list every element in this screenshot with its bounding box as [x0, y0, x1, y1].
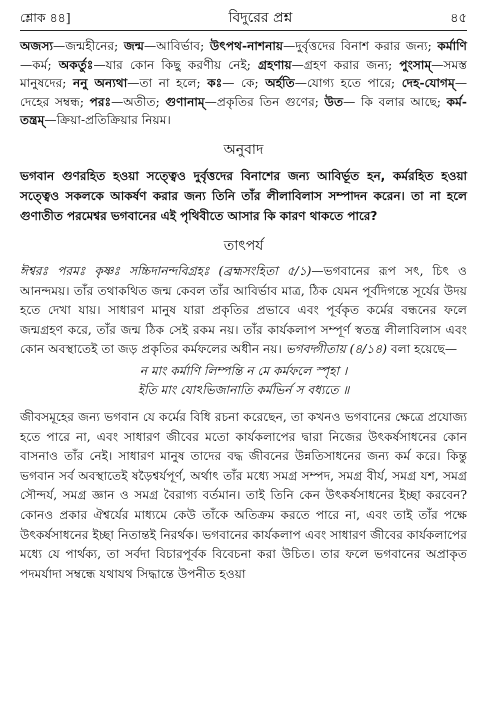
synonym-word: গ্রহণায় — [258, 57, 292, 72]
translation-heading: অনুবাদ — [223, 141, 264, 158]
verse-line: ইতি মাং যোঽভিজানাতি কর্মভির্ন স বধ্যতে ॥ — [137, 382, 350, 397]
synonym-word: পরঃ — [89, 94, 112, 109]
synonym-word: অজস্য — [20, 39, 54, 53]
synonym-meaning: —তা না হলে; — [127, 76, 208, 91]
verse-line: ন মাং কর্মাণি লিম্পন্তি ন মে কর্মফলে স্পৃহা । — [139, 363, 348, 378]
synonym-word: অর্হতি — [265, 76, 295, 91]
synonym-meaning: —ক্রিয়া-প্রতিক্রিয়ার নিয়ম। — [44, 113, 171, 128]
synonym-meaning: —অতীত; — [111, 94, 166, 109]
scripture-quote: ঈশ্বরঃ পরমঃ কৃষ্ণঃ সচ্চিদানন্দবিগ্রহঃ (ব্রহ্মসংহিতা ৫/১) — [20, 263, 312, 278]
synonym-word: অকর্তুঃ — [58, 57, 94, 72]
page-number: ৪৫ — [450, 11, 467, 26]
purport-paragraph-2: জীবসমূহের জন্য ভগবান যে কর্মের বিধি রচনা করেছেন, তা কখনও ভগবানের ক্ষেত্রে প্রযোজ্য হতে পারে না, এবং সাধারণ জীবের মতো কার্যকলাপের দ্বারা নিজের উৎকর্ষসাধনের কোন বাসনাও তাঁর নেই। সাধারণ মানুষ তাদের বদ্ধ জীবনের উন্নতিসাধনের জন্য কর্ম করে। কিন্তু ভগবান সর্ব অবস্থাতেই ষড়ৈশ্বর্যপূর্ণ, অর্থাৎ তাঁর মধ্যে সমগ্র সম্পদ, সমগ্র বীর্য, সমগ্র যশ, সমগ্র সৌন্দর্য, সমগ্র জ্ঞান ও সমগ্র বৈরাগ্য বর্তমান। তাই তিনি কেন উৎকর্ষসাধনের ইচ্ছা করবেন? কোনও প্রকার ঐশ্বর্যের মাধ্যমে কেউ তাঁকে অতিক্রম করতে পারে না, এবং তাই তাঁর পক্ষে উৎকর্ষসাধনের ইচ্ছা নিতান্তই নিরর্থক। ভগবানের কার্যকলাপ এবং সাধারণ জীবের কার্যকলাপের মধ্যে যে পার্থক্য, তা সর্বদা বিচারপূর্বক বিবেচনা করা উচিত। তার ফলে ভগবানের অপ্রাকৃত পদমর্যাদা সম্বন্ধে যথাযথ সিদ্ধান্তে উপনীত হওয়া — [20, 409, 467, 581]
purport-text: বলা হয়েছে— — [386, 342, 458, 357]
synonym-meaning: —যোগ্য হতে পারে; — [294, 76, 402, 91]
synonym-meaning: —গ্রহণ করার জন্য; — [291, 57, 400, 72]
synonym-meaning: — কি বলার আছে; — [343, 94, 447, 109]
synonym-word: কর্ম-তন্ত্রম্ — [20, 94, 467, 128]
synonym-meaning: —যার কোন কিছু করণীয় নেই; — [93, 57, 259, 72]
synonym-meaning: —দেহের সম্বন্ধ; — [20, 76, 467, 109]
header-rule — [20, 30, 467, 31]
synonym-word: কঃ — [207, 76, 223, 91]
running-title: বিদুরের প্রশ্ন — [228, 10, 293, 26]
synonym-meaning: — কে; — [222, 76, 266, 91]
synonym-meaning: —প্রকৃতির তিন গুণের; — [204, 94, 325, 109]
synonym-meaning: —আবির্ভাব; — [144, 39, 210, 53]
synonym-word: গুণানাম্ — [165, 94, 205, 109]
synonym-meaning: —জন্মহীনের; — [53, 39, 124, 53]
synonym-meaning: —কর্ম; — [20, 57, 59, 72]
synonym-word: জন্ম — [123, 39, 145, 53]
synonym-word: উৎপথ-নাশনায় — [209, 39, 284, 53]
synonym-meaning: —সমস্ত মানুষদের; — [20, 57, 468, 91]
purport-heading: তাৎপর্য — [223, 237, 264, 254]
quoted-verse — [20, 362, 467, 400]
purport-paragraph-1 — [20, 262, 467, 360]
synonym-word: দেহ-যোগম্ — [401, 76, 455, 91]
purport-text: —ভগবানের রূপ সৎ, চিৎ ও আনন্দময়। তাঁর তথাকথিত জন্ম কেবল তাঁর আবির্ভাব মাত্র, ঠিক যেমন পূর্বদিগন্তে সূর্যের উদয় হতে দেখা যায়। সাধারণ মানুষ যারা প্রকৃতির প্রভাবে এবং পূর্বকৃত কর্মের বন্ধনের ফলে জন্মগ্রহণ করে, তাঁর জন্ম ঠিক সেই রকম নয়। তাঁর কার্যকলাপ সম্পূর্ণ স্বতন্ত্র লীলাবিলাস এবং কোন অবস্থাতেই তা জড় প্রকৃতির কর্মফলের অধীন নয়। — [20, 263, 467, 357]
page-header — [20, 6, 467, 28]
synonym-word: কর্মাণি — [437, 39, 467, 53]
synonym-meaning: —দুর্বৃত্তদের বিনাশ করার জন্য; — [283, 39, 438, 53]
synonym-word: পুংসাম্ — [399, 57, 432, 72]
synonym-word: উত — [324, 94, 344, 109]
synonym-word: ননু অন্যথা — [73, 76, 128, 91]
translation-text: ভগবান গুণরহিত হওয়া সত্ত্বেও দুর্বৃত্তদের বিনাশের জন্য আবির্ভূত হন, কর্মরহিত হওয়া সত্ত্বেও সকলকে আকর্ষণ করার জন্য তিনি তাঁর লীলাবিলাস সম্পাদন করেন। তা না হলে গুণাতীত পরমেশ্বর ভগবানের এই পৃথিবীতে আসার কি কারণ থাকতে পারে? — [20, 168, 467, 223]
gita-reference: ভগবদ্গীতায় (৪/১৪) — [285, 342, 387, 357]
verse-number: শ্লোক ৪৪] — [20, 10, 71, 25]
word-for-word-synonyms — [20, 37, 467, 130]
